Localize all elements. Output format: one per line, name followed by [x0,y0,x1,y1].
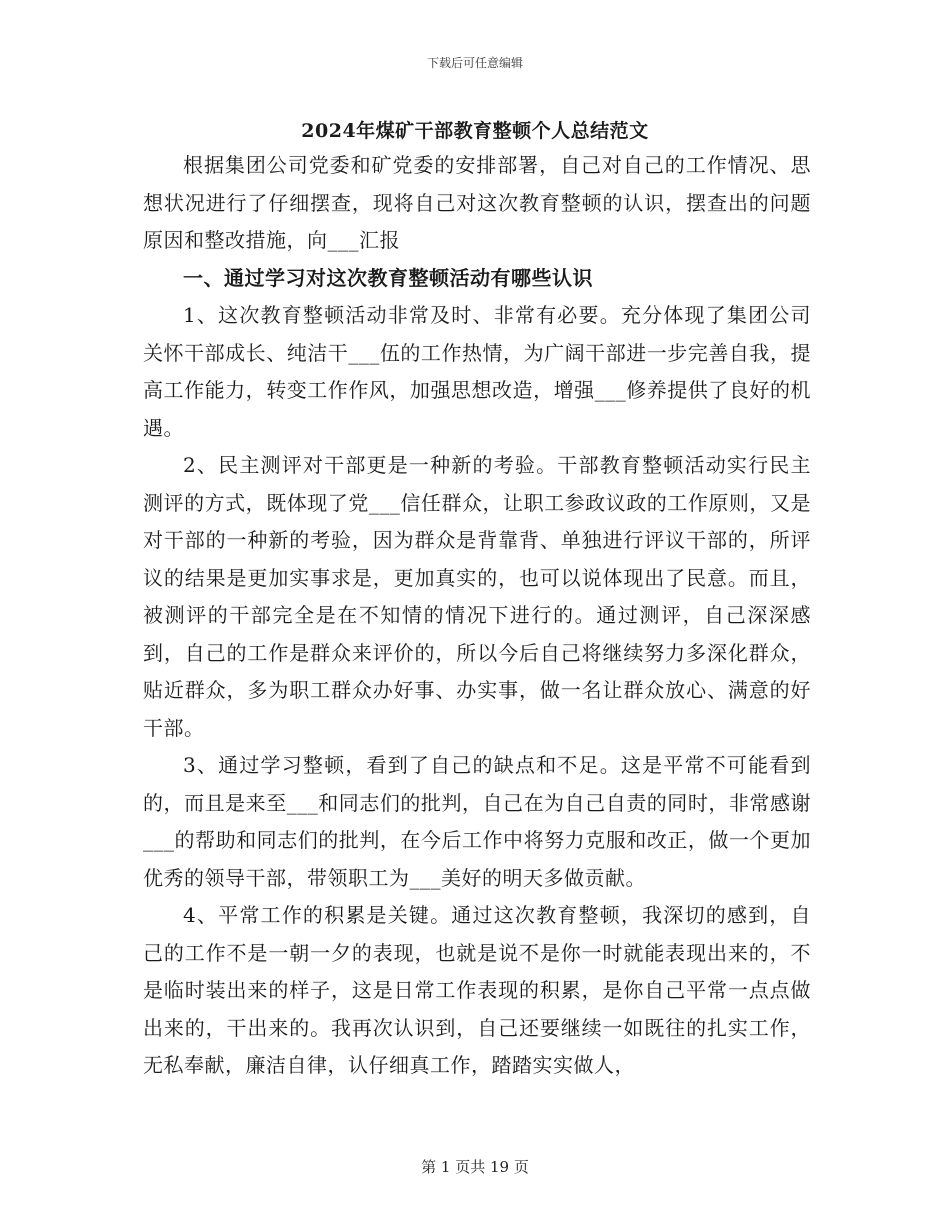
page-footer: 第 1 页共 19 页 [421,1158,529,1176]
document-body [143,147,811,1085]
intro-paragraph: 根据集团公司党委和矿党委的安排部署，自己对自己的工作情况、思想状况进行了仔细摆查，现将自己对这次教育整顿的认识，摆查出的问题原因和整改措施，向___汇报 [143,153,811,252]
paragraph-3: 3、通过学习整顿，看到了自己的缺点和不足。这是平常不可能看到的，而且是来至___和同志们的批判，自己在为自己自责的同时，非常感谢___的帮助和同志们的批判，在今后工作中将努力克服和改正，做一个更加优秀的领导干部，带领职工为___美好的明天多做贡献。 [143,753,811,890]
header-note: 下载后可任意编辑 [426,56,523,70]
paragraph-1: 1、这次教育整顿活动非常及时、非常有必要。充分体现了集团公司关怀干部成长、纯洁干___伍的工作热情，为广阔干部进一步完善自我，提高工作能力，转变工作作风，加强思想改造，增强___修养提供了良好的机遇。 [143,303,811,440]
document-title: 2024年煤矿干部教育整顿个人总结范文 [301,120,649,142]
section-heading: 一、通过学习对这次教育整顿活动有哪些认识 [183,265,593,290]
paragraph-2: 2、民主测评对干部更是一种新的考验。干部教育整顿活动实行民主测评的方式，既体现了党___信任群众，让职工参政议政的工作原则，又是对干部的一种新的考验，因为群众是背靠背、单独进行评议干部的，所评议的结果是更加实事求是，更加真实的，也可以说体现出了民意。而且，被测评的干部完全是在不知情的情况下进行的。通过测评，自己深深感到，自己的工作是群众来评价的，所以今后自己将继续努力多深化群众，贴近群众，多为职工群众办好事、办实事，做一名让群众放心、满意的好干部。 [143,453,811,740]
paragraph-4: 4、平常工作的积累是关键。通过这次教育整顿，我深切的感到，自己的工作不是一朝一夕的表现，也就是说不是你一时就能表现出来的，不是临时装出来的样子，这是日常工作表现的积累，是你自己平常一点点做出来的，干出来的。我再次认识到，自己还要继续一如既往的扎实工作，无私奉献，廉洁自律，认仔细真工作，踏踏实实做人， [143,903,811,1077]
